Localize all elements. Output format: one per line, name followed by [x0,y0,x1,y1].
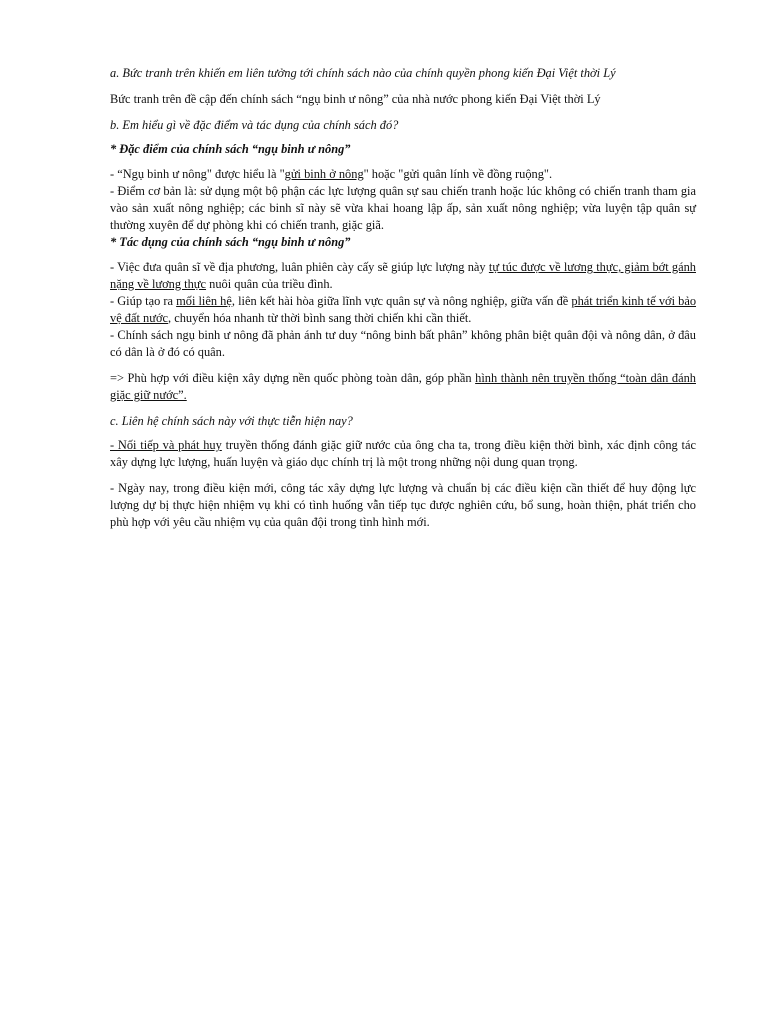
conclusion-paragraph: => Phù hợp với điều kiện xây dựng nền quốc phòng toàn dân, góp phần hình thành nên truyền thống “toàn dân đánh giặc giữ nước”. [110,371,696,402]
dac-diem-paragraph-2: - Điểm cơ bản là: sử dụng một bộ phận các lực lượng quân sự sau chiến tranh hoặc lúc không có chiến tranh tham gia vào sản xuất nông nghiệp; các binh sĩ này sẽ vừa khai hoang lập ấp, sản xuất nông nghiệp; vừa luyện tập quân sự thường xuyên để dự phòng khi có chiến tranh, giặc giã. [110,184,696,232]
underlined-phrase: phát triển kinh tế với bảo vệ đất nước [110,294,697,325]
tac-dung-paragraph-1: - Việc đưa quân sĩ về địa phương, luân phiên cày cấy sẽ giúp lực lượng này tự túc được về lương thực, giảm bớt gánh nặng về lương thực nuôi quân của triều đình. [110,260,696,291]
question-c: c. Liên hệ chính sách này với thực tiễn hiện nay? [110,414,353,428]
underlined-phrase: gửi binh ở nông [284,167,364,181]
underlined-phrase: tự túc được về lương thực, giảm bớt gánh nặng về lương thực [110,260,696,291]
underlined-phrase: - Nối tiếp và phát huy [110,438,222,452]
tac-dung-paragraph-3: - Chính sách ngụ binh ư nông đã phản ánh tư duy “nông binh bất phân” không phân biệt quân đội và nông dân, ở đâu có dân là ở đó có quân. [110,328,696,359]
dac-diem-paragraph-1: - “Ngụ binh ư nông" được hiểu là "gửi binh ở nông" hoặc "gửi quân lính về đồng ruộng". [110,167,553,181]
tac-dung-heading: * Tác dụng của chính sách “ngụ binh ư nông” [110,235,351,249]
underlined-phrase: mối liên hệ [176,294,232,308]
underlined-phrase: hình thành nên truyền thống “toàn dân đánh giặc giữ nước”. [110,371,696,402]
question-b: b. Em hiểu gì về đặc điểm và tác dụng của chính sách đó? [110,118,399,132]
tac-dung-paragraph-2: - Giúp tạo ra mối liên hệ, liên kết hài hòa giữa lĩnh vực quân sự và nông nghiệp, giữa vấn đề phát triển kinh tế với bảo vệ đất nước, chuyển hóa nhanh từ thời bình sang thời chiến khi cần thiết. [110,294,697,325]
dac-diem-heading: * Đặc điểm của chính sách “ngụ binh ư nông” [110,142,351,156]
answer-a: Bức tranh trên đề cập đến chính sách “ngụ binh ư nông” của nhà nước phong kiến Đại Việt thời Lý [110,92,601,106]
answer-c-paragraph-1: - Nối tiếp và phát huy truyền thống đánh giặc giữ nước của ông cha ta, trong điều kiện thời bình, xác định công tác xây dựng lực lượng, huấn luyện và giáo dục chính trị là một trong những nội dung quan trọng. [110,438,696,469]
question-a: a. Bức tranh trên khiến em liên tưởng tới chính sách nào của chính quyền phong kiến Đại Việt thời Lý [110,66,616,80]
answer-c-paragraph-2: - Ngày nay, trong điều kiện mới, công tác xây dựng lực lượng và chuẩn bị các điều kiện cần thiết để huy động lực lượng dự bị thực hiện nhiệm vụ khi có tình huống vẫn tiếp tục được nghiên cứu, bổ sung, hoàn thiện, phát triển cho phù hợp với yêu cầu nhiệm vụ của quân đội trong tình hình mới. [110,481,696,529]
